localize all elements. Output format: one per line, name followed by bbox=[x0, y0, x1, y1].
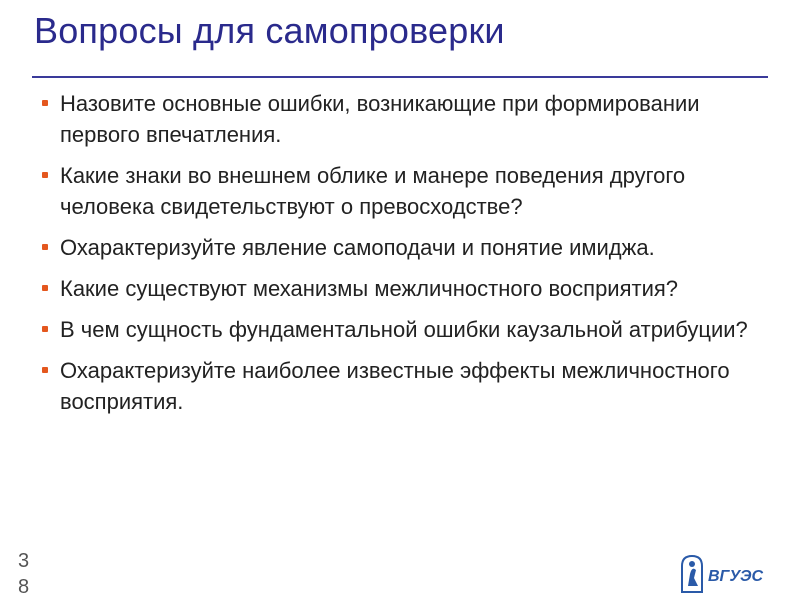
bullet-icon bbox=[42, 326, 48, 332]
bullet-icon bbox=[42, 244, 48, 250]
bullet-icon bbox=[42, 172, 48, 178]
question-text: Назовите основные ошибки, возникающие при формировании первого впечатления. bbox=[60, 91, 700, 147]
bullet-icon bbox=[42, 100, 48, 106]
question-text: Охарактеризуйте наиболее известные эффекты межличностного восприятия. bbox=[60, 358, 730, 414]
bullet-icon bbox=[42, 285, 48, 291]
list-item bbox=[40, 160, 760, 222]
logo-sun-icon bbox=[689, 561, 695, 567]
slide-number bbox=[18, 548, 48, 600]
slide-number-digit: 8 bbox=[18, 576, 30, 598]
bullet-icon bbox=[42, 367, 48, 373]
slide-title: Вопросы для самопроверки bbox=[34, 10, 505, 51]
question-text: Какие существуют механизмы межличностного восприятия? bbox=[60, 276, 679, 301]
list-item bbox=[40, 314, 760, 345]
slide-number-digit: 3 bbox=[18, 550, 30, 572]
question-text: Какие знаки во внешнем облике и манере поведения другого человека свидетельствуют о превосходстве? bbox=[60, 163, 686, 219]
list-item bbox=[40, 232, 760, 263]
university-logo-icon bbox=[676, 552, 776, 596]
question-text: Охарактеризуйте явление самоподачи и понятие имиджа. bbox=[60, 235, 655, 260]
list-item bbox=[40, 88, 760, 150]
title-divider bbox=[32, 76, 768, 78]
logo-wordmark: ВГУЭС bbox=[708, 568, 764, 585]
list-item bbox=[40, 355, 760, 417]
list-item bbox=[40, 273, 760, 304]
question-list bbox=[40, 88, 760, 427]
question-text: В чем сущность фундаментальной ошибки каузальной атрибуции? bbox=[60, 317, 748, 342]
